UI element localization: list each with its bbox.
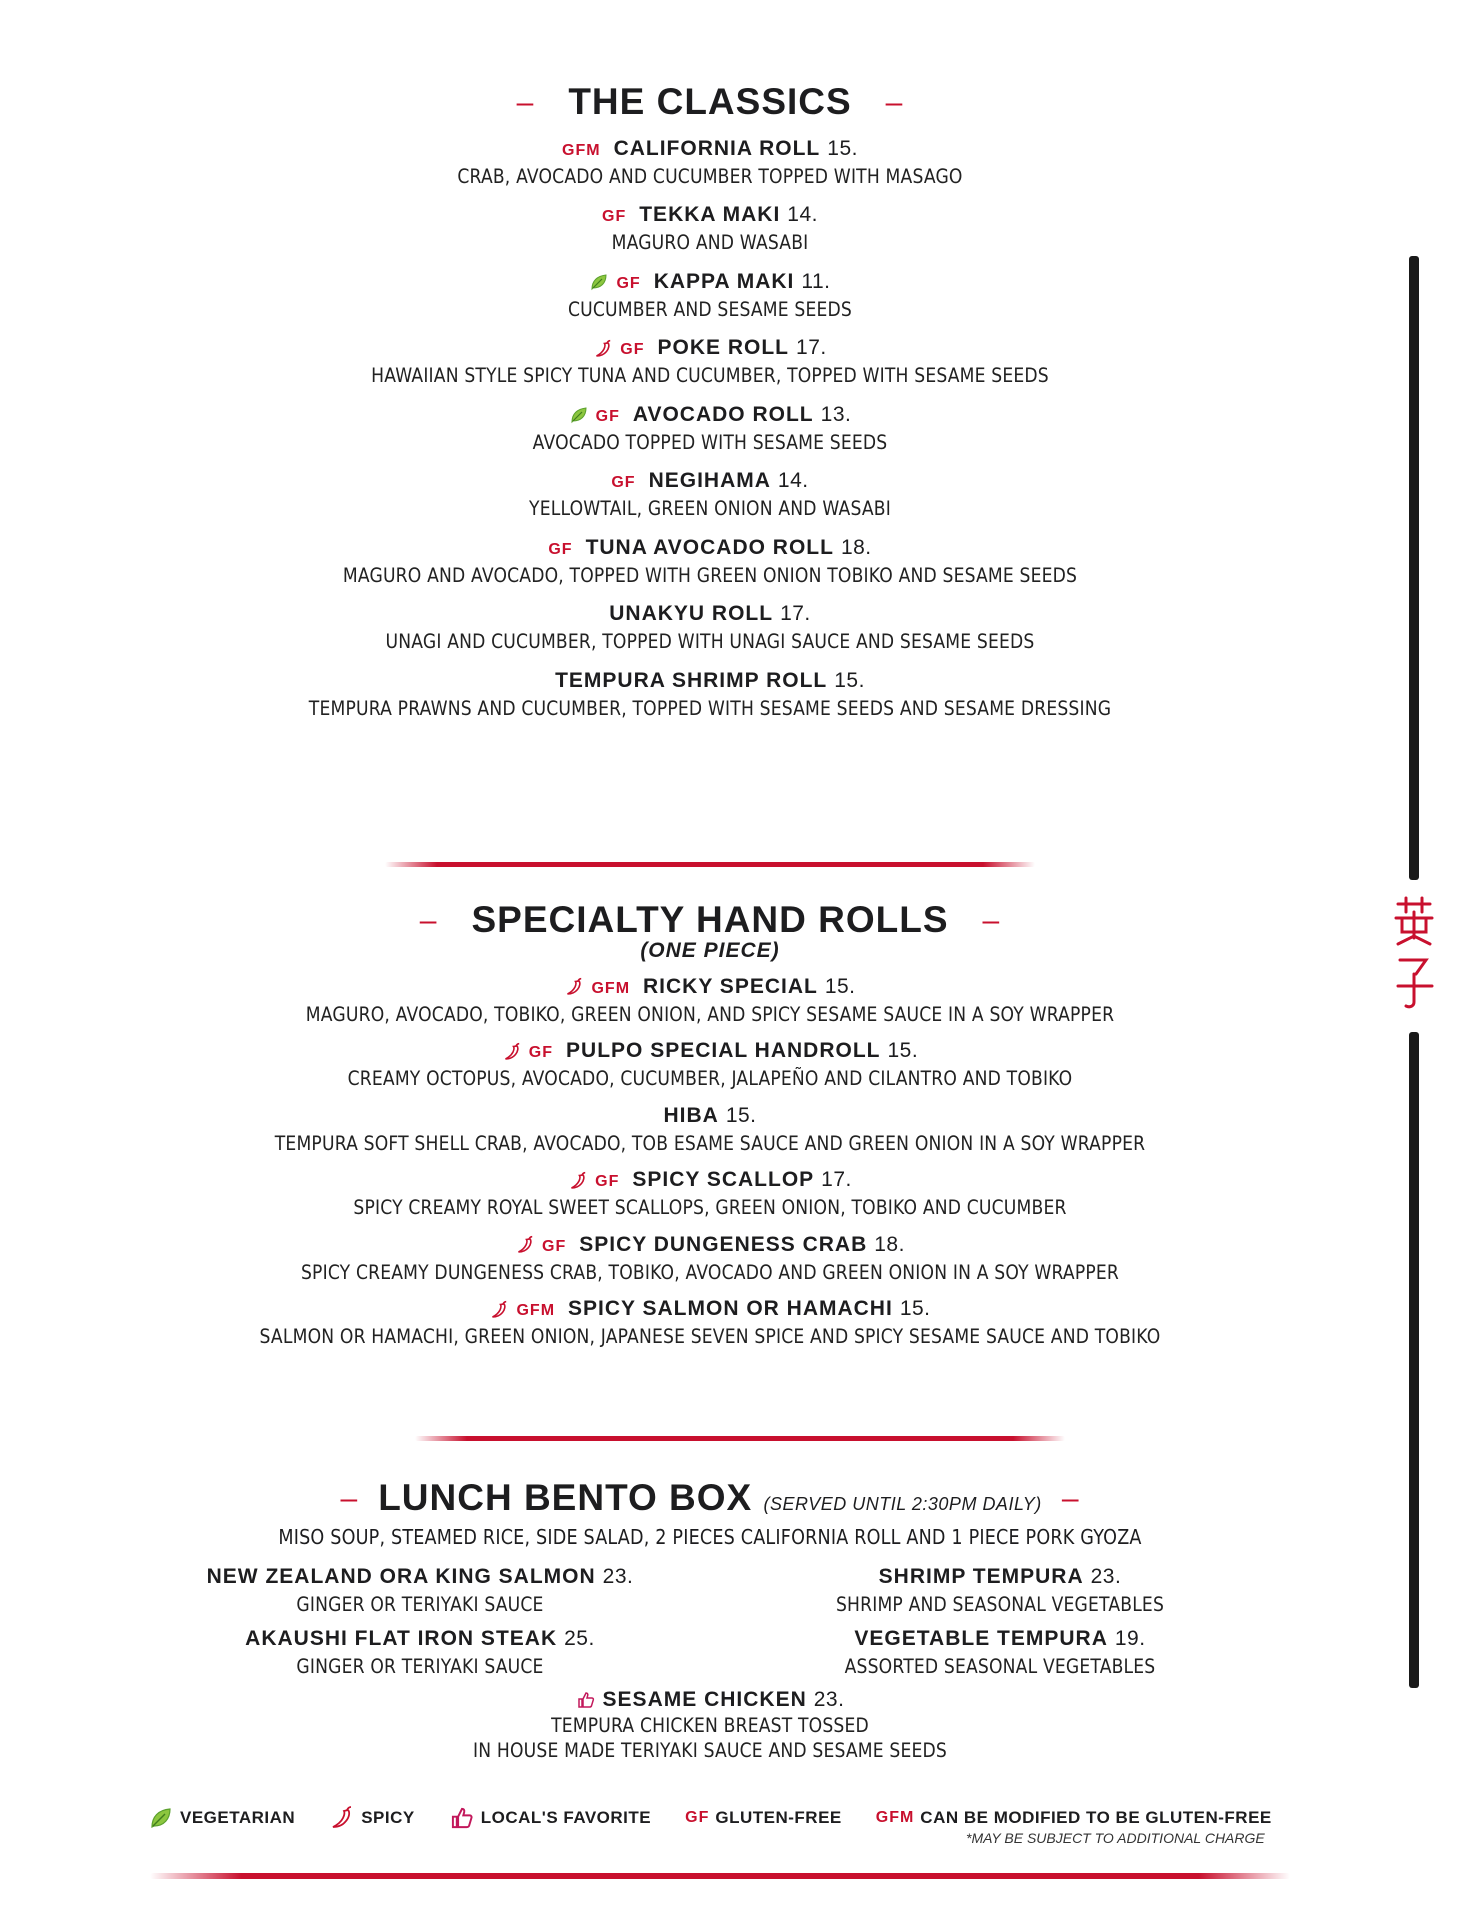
- item-description: TEMPURA CHICKEN BREAST TOSSED: [551, 1713, 869, 1737]
- item-name: SHRIMP TEMPURA: [878, 1564, 1084, 1588]
- menu-item: [160, 203, 1260, 255]
- item-description: SPICY CREAMY ROYAL SWEET SCALLOPS, GREEN ONION, TOBIKO AND CUCUMBER: [353, 1196, 1067, 1220]
- item-price: 14.: [787, 203, 818, 227]
- bento-right-column: [740, 1555, 1260, 1680]
- item-name: CALIFORNIA ROLL: [613, 136, 821, 160]
- legend-favorite: [449, 1805, 651, 1831]
- item-name: SPICY DUNGENESS CRAB: [579, 1232, 868, 1256]
- menu-item: [160, 137, 1260, 189]
- handrolls-title: SPECIALTY HAND ROLLS: [471, 899, 949, 940]
- item-price: 18.: [874, 1232, 905, 1256]
- thumbs-up-icon: [449, 1805, 475, 1831]
- menu-item: [740, 1627, 1260, 1679]
- item-price: 17.: [780, 602, 811, 626]
- item-description: TEMPURA PRAWNS AND CUCUMBER, TOPPED WITH SESAME SEEDS AND SESAME DRESSING: [308, 696, 1112, 720]
- menu-item: [740, 1565, 1260, 1617]
- gf-tag: GF: [611, 474, 636, 492]
- bento-feature-item: [160, 1688, 1260, 1764]
- item-price: 15.: [899, 1297, 931, 1321]
- brush-stroke-bottom: [1409, 1032, 1419, 1688]
- item-description: MAGURO AND WASABI: [611, 231, 809, 255]
- item-name: RICKY SPECIAL: [643, 974, 818, 998]
- gf-tag: GF: [595, 407, 620, 425]
- item-name: AVOCADO ROLL: [632, 402, 814, 426]
- chili-icon: [568, 1168, 588, 1192]
- menu-item: [160, 1168, 1260, 1220]
- item-price: 23.: [1090, 1564, 1122, 1588]
- menu-item: [160, 403, 1260, 455]
- title-dash-right: –: [1061, 1481, 1080, 1515]
- legend-footnote: *MAY BE SUBJECT TO ADDITIONAL CHARGE: [966, 1830, 1265, 1846]
- item-price: 18.: [840, 535, 872, 559]
- item-name: NEW ZEALAND ORA KING SALMON: [206, 1564, 596, 1588]
- leaf-icon: [589, 270, 609, 294]
- bottom-divider: [150, 1873, 1290, 1879]
- item-price: 15.: [887, 1039, 919, 1063]
- chili-icon: [515, 1233, 535, 1257]
- legend-label: LOCAL'S FAVORITE: [480, 1808, 652, 1827]
- classics-list: [160, 137, 1260, 721]
- item-price: 23.: [813, 1687, 845, 1711]
- gf-tag: GF: [528, 1044, 554, 1062]
- leaf-icon: [569, 403, 589, 427]
- item-name: HIBA: [663, 1103, 719, 1127]
- item-name: SPICY SALMON OR HAMACHI: [568, 1297, 893, 1321]
- bento-title-text: LUNCH BENTO BOX: [378, 1477, 753, 1518]
- gfm-tag: GFM: [591, 979, 631, 997]
- bento-left-column: [160, 1555, 680, 1680]
- legend-label: CAN BE MODIFIED TO BE GLUTEN-FREE: [920, 1808, 1272, 1827]
- title-dash-left: –: [419, 903, 438, 937]
- legend: [148, 1805, 1318, 1831]
- item-description: CREAMY OCTOPUS, AVOCADO, CUCUMBER, JALAPEÑO AND CILANTRO AND TOBIKO: [347, 1067, 1073, 1091]
- item-price: 19.: [1114, 1627, 1146, 1651]
- menu-item: [160, 469, 1260, 521]
- item-price: 23.: [602, 1564, 634, 1588]
- item-description: IN HOUSE MADE TERIYAKI SAUCE AND SESAME SEEDS: [473, 1739, 947, 1763]
- logo-mark: [1390, 894, 1438, 1014]
- item-price: 15.: [834, 668, 865, 692]
- classics-section: [160, 82, 1260, 721]
- item-price: 13.: [820, 402, 852, 426]
- item-description: CRAB, AVOCADO AND CUCUMBER TOPPED WITH MASAGO: [457, 164, 963, 188]
- menu-item: [160, 270, 1260, 322]
- brush-stroke-top: [1409, 256, 1419, 880]
- chili-icon: [329, 1805, 355, 1831]
- gf-tag: GF: [602, 208, 627, 226]
- item-name: TUNA AVOCADO ROLL: [585, 535, 834, 559]
- section-divider-1: [385, 862, 1035, 867]
- menu-item: [160, 1627, 680, 1679]
- chili-icon: [489, 1297, 509, 1321]
- item-name: TEMPURA SHRIMP ROLL: [555, 668, 828, 692]
- item-price: 11.: [801, 269, 831, 293]
- menu-item: [160, 1233, 1260, 1285]
- legend-spicy: [329, 1805, 415, 1831]
- item-name: SESAME CHICKEN: [602, 1687, 807, 1711]
- handrolls-list: [160, 975, 1260, 1350]
- item-description: HAWAIIAN STYLE SPICY TUNA AND CUCUMBER, TOPPED WITH SESAME SEEDS: [371, 364, 1049, 388]
- gf-tag: GF: [685, 1809, 710, 1826]
- menu-item: [160, 336, 1260, 388]
- chili-icon: [593, 336, 613, 360]
- legend-vegetarian: [148, 1805, 295, 1831]
- item-name: UNAKYU ROLL: [609, 602, 774, 626]
- item-price: 17.: [821, 1168, 852, 1192]
- title-dash-right: –: [982, 903, 1001, 937]
- leaf-icon: [148, 1805, 174, 1831]
- menu-item: [160, 1297, 1260, 1349]
- gfm-tag: GFM: [516, 1302, 556, 1320]
- handrolls-section: [160, 900, 1260, 1350]
- menu-item: [160, 602, 1260, 654]
- item-name: NEGIHAMA: [648, 469, 771, 493]
- chili-icon: [502, 1039, 522, 1063]
- title-dash-left: –: [340, 1481, 359, 1515]
- classics-title: THE CLASSICS: [568, 81, 852, 122]
- menu-item: [160, 1565, 680, 1617]
- item-name: SPICY SCALLOP: [632, 1168, 815, 1192]
- legend-label: GLUTEN-FREE: [715, 1808, 842, 1827]
- item-description: ASSORTED SEASONAL VEGETABLES: [844, 1655, 1156, 1679]
- item-description: UNAGI AND CUCUMBER, TOPPED WITH UNAGI SAUCE AND SESAME SEEDS: [385, 630, 1035, 654]
- item-price: 15.: [827, 136, 858, 160]
- bento-columns: [160, 1555, 1260, 1680]
- chili-icon: [564, 975, 584, 999]
- item-price: 15.: [725, 1103, 757, 1127]
- handrolls-subtitle: (ONE PIECE): [640, 938, 780, 962]
- gf-tag: GF: [616, 274, 641, 292]
- item-description: SALMON OR HAMACHI, GREEN ONION, JAPANESE SEVEN SPICE AND SPICY SESAME SAUCE AND TOBIKO: [259, 1325, 1161, 1349]
- bento-section: [160, 1478, 1260, 1763]
- gfm-tag: GFM: [875, 1809, 915, 1826]
- item-description: GINGER OR TERIYAKI SAUCE: [296, 1592, 544, 1616]
- item-price: 15.: [824, 974, 856, 998]
- item-name: AKAUSHI FLAT IRON STEAK: [245, 1627, 558, 1651]
- item-name: VEGETABLE TEMPURA: [854, 1627, 1108, 1651]
- item-price: 25.: [564, 1627, 595, 1651]
- menu-item: [160, 975, 1260, 1027]
- menu-item: [160, 669, 1260, 721]
- menu-item: [160, 1039, 1260, 1091]
- gf-tag: GF: [542, 1237, 567, 1255]
- gf-tag: GF: [595, 1173, 620, 1191]
- item-description: SPICY CREAMY DUNGENESS CRAB, TOBIKO, AVOCADO AND GREEN ONION IN A SOY WRAPPER: [300, 1260, 1120, 1284]
- legend-label: VEGETARIAN: [180, 1808, 296, 1827]
- item-name: KAPPA MAKI: [653, 269, 795, 293]
- item-name: PULPO SPECIAL HANDROLL: [566, 1039, 881, 1063]
- legend-label: SPICY: [361, 1808, 415, 1827]
- item-description: GINGER OR TERIYAKI SAUCE: [296, 1655, 544, 1679]
- item-description: AVOCADO TOPPED WITH SESAME SEEDS: [532, 430, 888, 454]
- item-description: MAGURO, AVOCADO, TOBIKO, GREEN ONION, AND SPICY SESAME SAUCE IN A SOY WRAPPER: [305, 1002, 1115, 1026]
- bento-served-note: (SERVED UNTIL 2:30PM DAILY): [763, 1494, 1042, 1514]
- menu-item: [160, 536, 1260, 588]
- thumbs-up-icon: [576, 1688, 596, 1712]
- section-divider-2: [415, 1436, 1065, 1441]
- item-name: POKE ROLL: [657, 336, 790, 360]
- item-price: 14.: [777, 469, 809, 493]
- item-description: YELLOWTAIL, GREEN ONION AND WASABI: [529, 497, 891, 521]
- menu-item: [160, 1104, 1260, 1156]
- gf-tag: GF: [620, 341, 645, 359]
- title-dash-left: –: [516, 85, 535, 119]
- gfm-tag: GFM: [562, 141, 601, 159]
- item-description: TEMPURA SOFT SHELL CRAB, AVOCADO, TOB ESAME SAUCE AND GREEN ONION IN A SOY WRAPPER: [274, 1131, 1146, 1155]
- item-description: CUCUMBER AND SESAME SEEDS: [567, 297, 852, 321]
- item-description: MAGURO AND AVOCADO, TOPPED WITH GREEN ONION TOBIKO AND SESAME SEEDS: [342, 563, 1078, 587]
- bento-title: [378, 1478, 1042, 1519]
- gf-tag: GF: [548, 540, 573, 558]
- legend-gfm: [876, 1808, 1272, 1828]
- item-price: 17.: [796, 336, 827, 360]
- legend-gluten-free: [685, 1808, 842, 1828]
- item-name: TEKKA MAKI: [639, 203, 781, 227]
- item-description: SHRIMP AND SEASONAL VEGETABLES: [835, 1592, 1165, 1616]
- title-dash-right: –: [885, 85, 904, 119]
- bento-includes: MISO SOUP, STEAMED RICE, SIDE SALAD, 2 PIECES CALIFORNIA ROLL AND 1 PIECE PORK GYOZA: [278, 1524, 1142, 1549]
